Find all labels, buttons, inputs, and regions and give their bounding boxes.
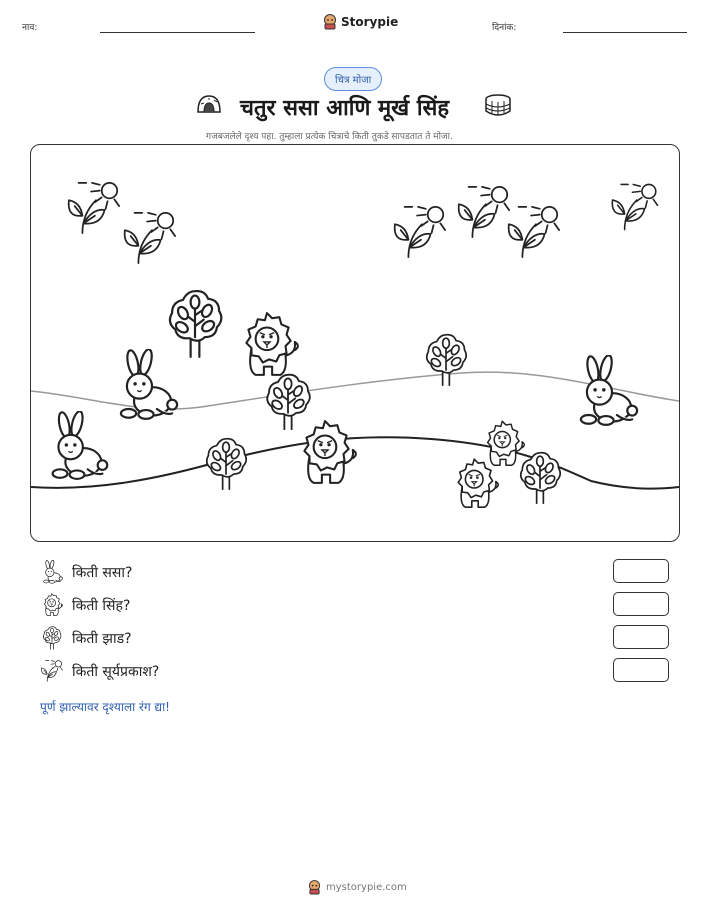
- lion: [488, 421, 525, 465]
- tree: [170, 291, 221, 357]
- rabbit: [581, 354, 637, 425]
- sunlight-plant: [395, 207, 445, 257]
- tree: [267, 375, 310, 429]
- tree: [427, 335, 466, 385]
- footer: [308, 880, 407, 895]
- date-line[interactable]: [563, 32, 687, 33]
- name-label: नाव:: [22, 23, 38, 33]
- storypie-mascot-icon: [308, 880, 321, 895]
- lion-icon: [40, 593, 64, 617]
- footer-url[interactable]: mystorypie.com: [326, 882, 407, 893]
- front-hill: [31, 437, 679, 488]
- tree: [207, 439, 246, 489]
- answer-box-rabbit[interactable]: [613, 559, 669, 583]
- question-rabbit: [40, 560, 132, 584]
- brand-name: Storypie: [341, 15, 399, 29]
- question-label: किती झाड?: [72, 630, 132, 647]
- sunlight-plant: [69, 183, 119, 233]
- sunlight-plant: [459, 187, 509, 237]
- date-label: दिनांक:: [492, 23, 517, 33]
- tree-icon: [40, 626, 64, 650]
- answer-box-tree[interactable]: [613, 625, 669, 649]
- question-label: किती सूर्यप्रकाश?: [72, 663, 160, 680]
- activity-badge: चित्र मोजा: [324, 67, 382, 91]
- storypie-mascot-icon: [323, 14, 337, 30]
- instructions: गजबजलेले दृश्य पहा. तुम्हाला प्रत्येक चित्राचे किती तुकडे सापडतात ते मोजा.: [206, 132, 453, 142]
- rabbit-icon: [40, 560, 64, 584]
- brand-logo: [323, 14, 398, 30]
- lion: [246, 313, 298, 375]
- tree: [521, 453, 560, 503]
- rabbit: [53, 410, 108, 479]
- page-title: चतुर ससा आणि मूर्ख सिंह: [240, 96, 450, 121]
- answer-box-lion[interactable]: [613, 592, 669, 616]
- question-label: किती ससा?: [72, 564, 133, 581]
- cave-icon: [196, 94, 222, 114]
- question-tree: [40, 626, 132, 650]
- sunlight-plant: [612, 184, 657, 229]
- sunlight-plant: [125, 213, 175, 263]
- name-line[interactable]: [100, 32, 255, 33]
- lion: [458, 459, 498, 507]
- answer-box-sunlight[interactable]: [613, 658, 669, 682]
- counting-scene: [30, 144, 680, 542]
- well-icon: [484, 94, 512, 116]
- question-label: किती सिंह?: [72, 597, 131, 614]
- rabbit: [121, 348, 177, 419]
- sunlight-icon: [40, 659, 64, 683]
- coloring-note: पूर्ण झाल्यावर दृश्याला रंग द्या!: [40, 700, 170, 714]
- question-lion: [40, 593, 130, 617]
- sunlight-plant: [509, 207, 559, 257]
- lion: [304, 421, 356, 483]
- question-sunlight: [40, 659, 159, 683]
